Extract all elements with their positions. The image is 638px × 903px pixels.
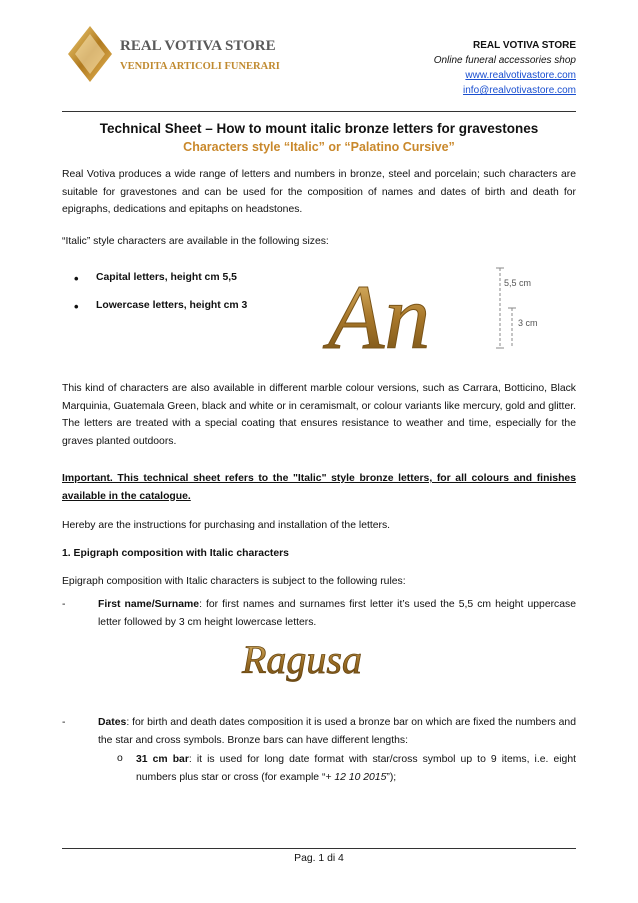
instructions-intro: Hereby are the instructions for purchasing and installation of the letters.: [62, 520, 391, 531]
rule-1-label: First name/Surname: [98, 599, 200, 610]
document-title: Technical Sheet – How to mount italic bronze letters for gravestones: [99, 121, 539, 136]
rule-2-text: : for birth and death dates composition it is used a bronze bar on which are fixed the numbers and the star and cross symbols. Bronze bars can have different lengths:: [98, 717, 576, 746]
document-subtitle: Characters style “Italic” or “Palatino Cursive”: [183, 140, 455, 154]
svg-text:5,5 cm: 5,5 cm: [504, 278, 532, 288]
rule-1-text: : for first names and surnames first letter it’s used the 5,5 cm height uppercase letter followed by 3 cm height lowercase letters.: [98, 599, 577, 628]
rule-1-dash: -: [62, 599, 66, 610]
svg-text:3 cm: 3 cm: [518, 318, 538, 328]
intro-paragraph: Real Votiva produces a wide range of letters and numbers in bronze, steel and porcelain; such characters are suitable for gravestones and can be used for the composition of names and dates of birth and death for epigraphs, dedications and epitaphs on headstones.: [62, 169, 576, 215]
company-logo: [62, 24, 280, 84]
size-item-capital: • Capital letters, height cm 5,5: [62, 272, 247, 300]
company-tagline: Online funeral accessories shop: [433, 55, 576, 66]
colours-paragraph: This kind of characters are also available in different marble colour versions, such as Carrara, Botticino, Black Marquinia, Guatemala Green, black and white or in ceramismalt, or colour variants like mercury, gold and glitter. The letters are treated with a special coating that ensures resistance to weather and time, especially for the graves planted outdoors.: [62, 383, 576, 447]
rule-2-label: Dates: [98, 717, 127, 728]
svg-text:Ragusa: Ragusa: [242, 637, 362, 682]
subrule-1-text: : it is used for long date format with star/cross symbol up to 9 items, i.e. eight numbers plus star or cross (for example “: [136, 754, 576, 783]
rule-2: [98, 714, 576, 749]
svg-text:REAL VOTIVA STORE: REAL VOTIVA STORE: [120, 38, 276, 54]
sizes-list: [62, 272, 247, 328]
svg-text:An: An: [328, 266, 431, 368]
example-name-image: [236, 635, 412, 685]
section-1-intro: Epigraph composition with Italic characters is subject to the following rules:: [62, 576, 406, 587]
important-paragraph: Important. This technical sheet refers to the "Italic" style bronze letters, for all colours and finishes available in the catalogue.: [62, 473, 576, 502]
website-link[interactable]: www.realvotivastore.com: [465, 70, 576, 81]
rule-2-dash: -: [62, 717, 66, 728]
section-1-heading: 1. Epigraph composition with Italic characters: [62, 548, 289, 559]
company-info: [434, 38, 576, 98]
letters-size-image: [318, 262, 548, 368]
svg-text:VENDITA ARTICOLI FUNERARI: VENDITA ARTICOLI FUNERARI: [120, 61, 280, 72]
subrule-1: [136, 751, 576, 786]
email-link[interactable]: info@realvotivastore.com: [463, 85, 576, 96]
footer-divider: [62, 848, 576, 849]
subrule-1-example: + 12 10 2015: [325, 771, 387, 783]
subrule-1-label: 31 cm bar: [136, 754, 189, 765]
sizes-intro: “Italic” style characters are available in the following sizes:: [62, 236, 329, 247]
subrule-1-end: ”);: [386, 771, 397, 783]
size-item-lowercase: • Lowercase letters, height cm 3: [62, 300, 247, 328]
header-divider: [62, 111, 576, 112]
company-name: REAL VOTIVA STORE: [473, 40, 576, 51]
page-number: Pag. 1 di 4: [294, 853, 344, 864]
subrule-1-marker: o: [117, 753, 123, 764]
rule-1: [98, 596, 576, 631]
